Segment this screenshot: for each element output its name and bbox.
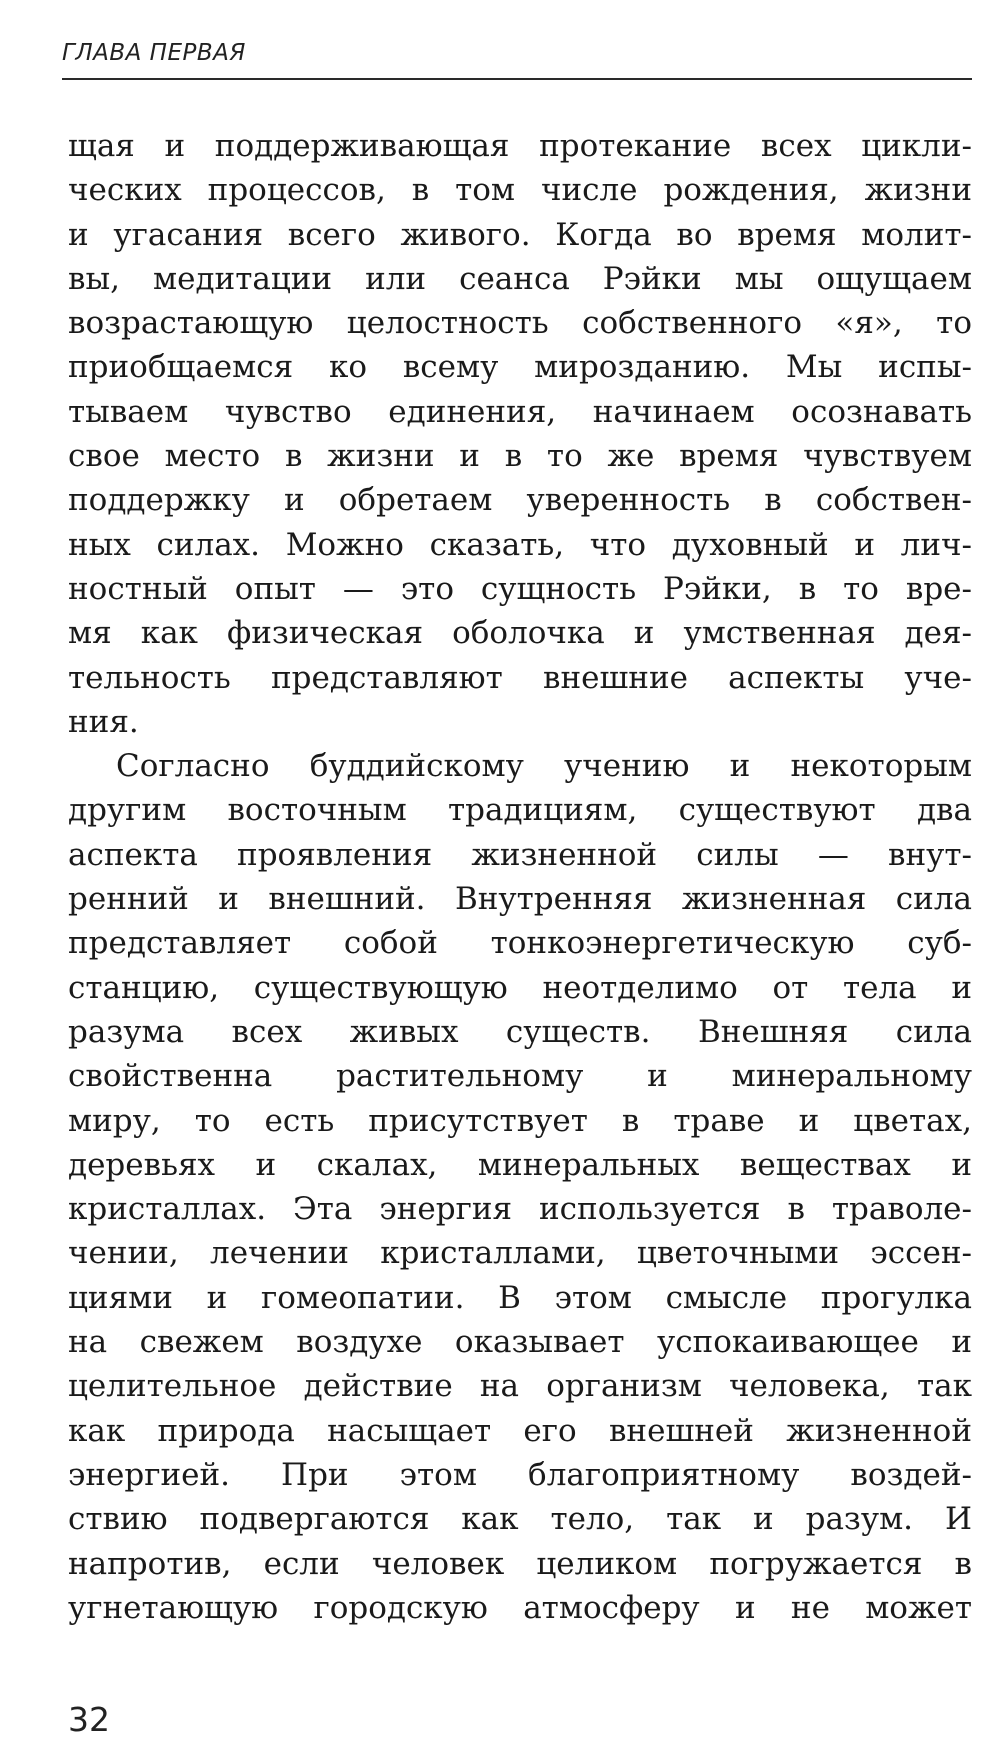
text-line: представляет собой тонкоэнергетическую суб- — [68, 925, 972, 962]
text-line: тельность представляют внешние аспекты уче- — [68, 659, 972, 696]
text-line: щая и поддерживающая протекание всех цикли- — [68, 128, 972, 164]
body-text — [68, 124, 972, 1630]
text-line: вы, медитации или сеанса Рэйки мы ощущаем — [68, 260, 972, 297]
text-line: разума всех живых существ. Внешняя сила — [68, 1013, 972, 1050]
text-line: приобщаемся ко всему мирозданию. Мы испы- — [68, 349, 972, 386]
text-line: тываем чувство единения, начинаем осознавать — [68, 393, 972, 430]
running-head-chapter-title: ГЛАВА ПЕРВАЯ — [62, 40, 246, 66]
text-line: Согласно буддийскому учению и некоторым — [116, 748, 972, 785]
text-line: ренний и внешний. Внутренняя жизненная сила — [68, 881, 972, 918]
text-line: мя как физическая оболочка и умственная дея- — [68, 615, 972, 652]
text-line: ных силах. Можно сказать, что духовный и лич- — [68, 526, 972, 563]
text-line: энергией. При этом благоприятному воздей- — [68, 1456, 972, 1493]
text-line: целительное действие на организм человека, так — [68, 1368, 972, 1405]
paragraph-2 — [68, 744, 972, 1630]
text-line: чении, лечении кристаллами, цветочными эссен- — [68, 1235, 972, 1272]
text-line: угнетающую городскую атмосферу и не может — [68, 1589, 972, 1626]
text-line: возрастающую целостность собственного «я», то — [68, 305, 972, 342]
text-line: станцию, существующую неотделимо от тела и — [68, 969, 972, 1006]
text-line: свойственна растительному и минеральному — [68, 1058, 972, 1095]
text-line: ния. — [68, 703, 139, 740]
text-line: ностный опыт — это сущность Рэйки, в то вре- — [68, 570, 972, 607]
text-line: миру, то есть присутствует в траве и цветах, — [68, 1102, 972, 1139]
text-line: на свежем воздухе оказывает успокаивающее и — [68, 1324, 972, 1361]
text-line: свое место в жизни и в то же время чувствуем — [68, 438, 972, 475]
text-line: другим восточным традициям, существуют два — [68, 792, 972, 829]
text-line: кристаллах. Эта энергия используется в траволе- — [68, 1191, 972, 1228]
page-number: 32 — [68, 1700, 110, 1739]
text-line: и угасания всего живого. Когда во время молит- — [68, 216, 972, 253]
header-rule — [62, 78, 972, 80]
text-line: ческих процессов, в том числе рождения, жизни — [68, 172, 972, 209]
text-line: поддержку и обретаем уверенность в собствен- — [68, 482, 972, 519]
text-line: ствию подвергаются как тело, так и разум. И — [68, 1501, 972, 1538]
text-line: деревьях и скалах, минеральных веществах и — [68, 1146, 972, 1183]
text-line: как природа насыщает его внешней жизненной — [68, 1412, 972, 1449]
text-line: напротив, если человек целиком погружается в — [68, 1545, 972, 1582]
text-line: циями и гомеопатии. В этом смысле прогулка — [68, 1279, 972, 1316]
text-line: аспекта проявления жизненной силы — внут- — [68, 836, 972, 873]
paragraph-1 — [68, 124, 972, 744]
